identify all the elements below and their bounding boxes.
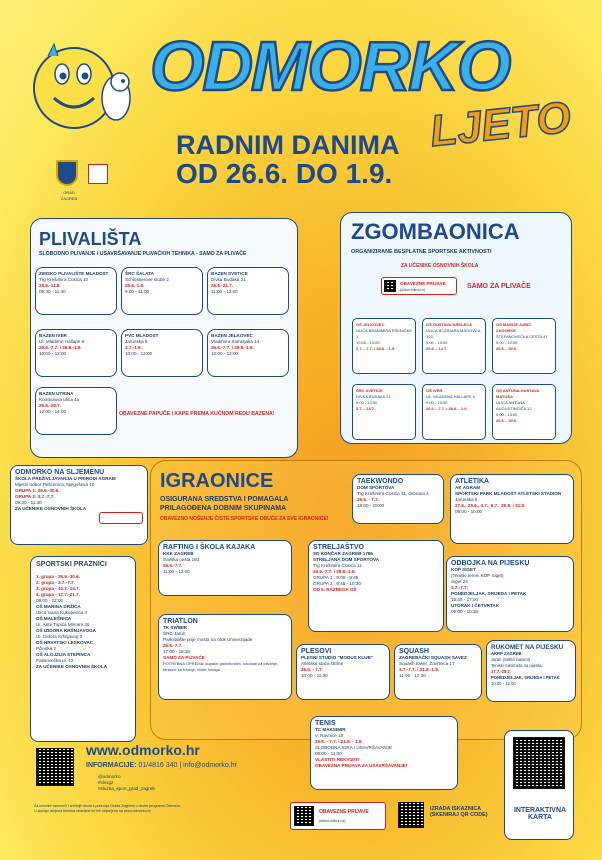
- rukomet-card[interactable]: RUKOMET NA PIJESKU AKRP ZAGREB Jarun (Setlići bazeni) Teniski rukometa na pijesku 17.7.-28.7. PONEDJELJAK, SRIJEDA I PETAK 10:00 - 12:00: [486, 640, 576, 702]
- school-card[interactable]: OŠ GUSTAVA KRKLECA ULICA BOŽIDARA MAGOVCA 103 9:00 - 13:00 26.6. - 14.7.: [422, 318, 486, 374]
- karta-panel[interactable]: INTERAKTIVNA KARTA: [504, 730, 574, 840]
- rafting-card[interactable]: RAFTING I ŠKOLA KAJAKA KKK ZAGREB Savska cesta 193 26.6.-7.7. 11:00 - 13:00: [158, 540, 292, 596]
- zgombaonica-title: ZGOMBAONICA: [351, 219, 520, 244]
- triatlon-card[interactable]: TRIATLON TK SWIBIR ŠRC Jarun Parkiralište prije mosta na otok Univerzijade 26.6.-7.7. 17:00 - 18:30 SAMO ZA PLIVAČE POTREBNA OPREMA: kupaće gaće/kostim, naočale za plivanje, tenisice za trčanje, bicikl, kaciga: [158, 614, 292, 700]
- plivalista-subtitle: SLOBODNO PLIVANJE I USAVRŠAVANJE PLIVAČKIH TEHNIKA - SAMO ZA PLIVAČE: [39, 251, 247, 257]
- sljeme-panel[interactable]: ODMORKO NA SLJEMENU ŠKOLA PREŽIVLJAVANJA U PRIRODI AGRAM Mjesni odbor Pešćenica, Njegoševa 10 GRUPA 1: 26.6.-30.6. GRUPA 2: 3.7.-7.7. 09:30 - 11:30 ZA UČENIKE OSNOVNIH ŠKOLA: [10, 465, 148, 545]
- plivalista-panel: [30, 218, 298, 458]
- pool-item[interactable]: BAZEN JELKOVEC Vladimira Stahuljaka 14 26.6.-7.7. i 28.8.-1.9. 10:00 - 12:00: [207, 329, 289, 377]
- school-card[interactable]: OŠ JELKOVEC ULICA BRANIMIRA PŠENIČKE 1 10:00 - 13:00 3.7. - 7.7. i 28.8. - 1.9.: [352, 318, 416, 374]
- footer-prijave[interactable]: OBAVEZNE PRIJAVE (klikni-klikni.hr): [290, 802, 386, 830]
- plesovi-card[interactable]: PLESOVI PLESNI STUDIO "MODUS KLUB" Atletska staza Utrine 26.6. - 7.7. 10:00 - 11:30: [296, 644, 390, 700]
- grad-crest: [56, 160, 78, 186]
- plivalista-title: PLIVALIŠTA: [39, 229, 142, 249]
- partner-logo: [88, 164, 108, 184]
- igraonice-sub1: OSIGURANA SREDSTVA I POMAGALA: [160, 496, 289, 503]
- website[interactable]: www.odmorko.hr: [86, 742, 200, 758]
- zgombaonica-for: ZA UČENIKE OSNOVNIH ŠKOLA: [401, 263, 479, 269]
- qr-code[interactable]: [36, 748, 74, 786]
- igraonice-sub2: PRILAGOĐENA DOBNIM SKUPINAMA: [160, 505, 287, 512]
- igraonice-title: IGRAONICE: [160, 470, 274, 492]
- mascot: [28, 36, 136, 136]
- school-card[interactable]: OŠ IVER UL. MLADENA HALLAPE 6 9:00 - 13:00 26.6. - 7.7. i 28.8. - 1.9.: [422, 384, 486, 440]
- grad-label: GRAD ZAGREB: [60, 190, 78, 201]
- dates-range: OD 26.6. DO 1.9.: [176, 158, 393, 189]
- school-card[interactable]: OŠ MARIJE JURIĆ ZAGORKE ŠTEFANOVEČKA CESTA 47 9:00 - 12:00 26.6. - 30.6.: [492, 318, 556, 374]
- atletika-card[interactable]: ATLETIKA AK AGRAM SPORTSKI PARK MLADOST ATLETSKI STADION Jarunska 5 27.6., 29.6., 4.7., 6.7., 29.8. i 31.8. 09:00 - 10:00: [450, 474, 574, 544]
- info-line: INFORMACIJE: 01/4816 340 | info@odmorko.hr: [86, 762, 237, 769]
- pool-item[interactable]: PVC MLADOST Jarunska 5 3.7.-1.9. 10:00 - 12:00: [121, 329, 203, 377]
- school-card[interactable]: OŠ ANTUNA GUSTAVA MATOŠA ULICA ANTUNA AUGUSTINČIĆA 12 9:00 - 13:00 26.6. - 30.6.: [492, 384, 556, 440]
- ljeto-label: LJETO: [427, 92, 574, 157]
- social: @odmorko #slssgz #sluzba_sport_grad_zagreb: [98, 774, 155, 791]
- squash-card[interactable]: SQUASH ZAGREBAČKI SQUASH SAVEZ Squash tower, Zavrtnica 17 3.7.-7.7. i 21.8.-1.9. 11:00 - 12:30: [394, 644, 482, 700]
- streljastvo-card[interactable]: STRELJAŠTVO SD KONČAR ZAGREB 1786 STRELJANA DOM SPORTOVA Trg Krešimira Ćosića 11 26.6.-7.7. i 28.8.-1.9. GRUPA 1 : 9:00 - 9:45 GRUPA 2 : 9:45 - 10:30 OD 5. RAZREDA OŠ: [308, 540, 444, 632]
- pool-item[interactable]: ŠRC ŠALATA Schlosserove stube 2 26.6.-1.9. 9:00 - 11:00: [121, 267, 203, 315]
- radnim-danima: RADNIM DANIMA: [176, 130, 400, 160]
- school-card[interactable]: ŠRC SVETICE DIVKA BUDAKA 21 9:00 - 12:00 3.7. - 14.7.: [352, 384, 416, 440]
- odbojka-card[interactable]: ODBOJKA NA PIJESKU KOP SIGET (Teniski tereni KOP Siget) Siget 24 3.7.-7.7. PONEDJELJAK, SRIJEDA I PETAK 15:45 - 17:00 UTORAK I ČETVRTAK 09:00 - 10:30: [446, 556, 574, 632]
- iskaznica-qr[interactable]: [398, 802, 424, 828]
- logo-title: ODMORKO: [150, 27, 510, 105]
- pool-item[interactable]: BAZEN SVETICE Divka Budaka 21 26.6.-21.7. 11:00 - 13:00: [207, 267, 289, 315]
- taekwondo-card[interactable]: TAEKWONDO DOM SPORTOVA Trg Krešimira Ćosića 11, dvorana 4 26.6. - 7.7. 18:00 - 19:00: [352, 474, 444, 524]
- zgombaonica-plivace: SAMO ZA PLIVAČE: [467, 283, 531, 290]
- pool-item[interactable]: ZIMSKO PLIVALIŠTE MLADOST Trg Krešimira Ćosića 10 26.6.-11.8. 09:30 - 11:30: [35, 267, 117, 315]
- prijave-button[interactable]: OBAVEZNE PRIJAVE (klikni-klikni.hr): [381, 277, 457, 295]
- izrada-label: IZRADA ISKAZNICA (SKENIRAJ QR CODE): [430, 806, 488, 818]
- plivalista-note: OBAVEZNE PAPUČE I KAPE PREMA KUĆNOM REDU BAZENA!: [119, 411, 275, 417]
- pool-item[interactable]: BAZEN UTRINA Kombolova ulica 4a 26.6.-28.7. 12:00 - 14:00: [35, 387, 117, 435]
- praznici-panel[interactable]: SPORTSKI PRAZNICI 1. grupa - 26.6.-30.6. 2. grupa - 3.7.-7.7. 3. grupa - 10.7.-14.7. 4. grupa - 17.7.-21.7. 09:00 - 12:00 OŠ MARINA DRŽIĆA Ulica Ivana Kukuljevića 4 OŠ MALEŠNICA Ul. Ante Topića Mimare 36 OŠ IZIDORA KRŠNJAVOGA Ul. Izidora Kršnjavog 2 OŠ HRVATSKI LESKOVAC Pčinska 2 OŠ ALOJZIJA STEPINCA Palinovečka ul. 42 ZA UČENIKE OSNOVNIH ŠKOLA: [30, 556, 136, 742]
- igraonice-note: OBAVEZNO NOŠENJE ČISTE SPORTSKE OBUĆE ZA SVE IGRAONICE!: [160, 516, 329, 522]
- tenis-card[interactable]: TENIS TC MAKSIMIR V. Ravnice 10 26.6. - 7.7. i 21.8. - 1.9. SLOBODNA IGRA I USAVRŠAVANJE 09:00 - 11:00 VLASTITI REKVIZITI OBAVEZNA PRIJAVA ZA USAVRŠAVANJE!: [310, 716, 458, 790]
- pool-item[interactable]: BAZEN IVER Ul. Mladene Hallape 6 26.6.-7.7. i 28.8.-1.9. 10:00 - 12:00: [35, 329, 117, 377]
- zgombaonica-subtitle: ORGANIZIRANE BESPLATNE SPORTSKE AKTIVNOSTI: [351, 249, 492, 255]
- small-print: Za učenike osnovnih i srednjih škola s područja Grada Zagreba u okviru programa Odmorko U slučaju izmjena termina obavijest će biti objavljena na www.odmorko.hr: [34, 804, 181, 813]
